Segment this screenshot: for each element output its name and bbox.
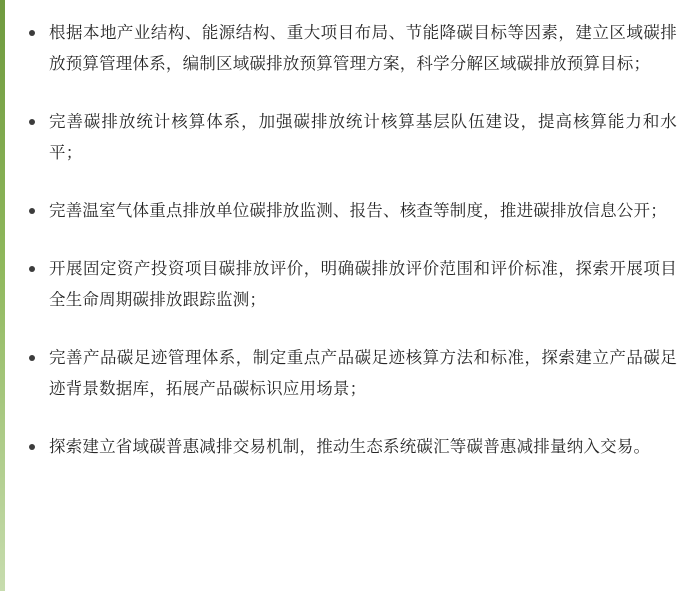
bullet-icon — [29, 119, 35, 125]
list-item — [23, 18, 677, 80]
list-item-text: 探索建立省域碳普惠减排交易机制，推动生态系统碳汇等碳普惠减排量纳入交易。 — [49, 438, 651, 456]
document-content — [5, 0, 699, 591]
bullet-icon — [29, 208, 35, 214]
list-item-text: 开展固定资产投资项目碳排放评价，明确碳排放评价范围和评价标准，探索开展项目全生命周期碳排放跟踪监测； — [49, 260, 677, 309]
list-item — [23, 107, 677, 169]
policy-bullet-list — [23, 18, 677, 463]
list-item — [23, 432, 677, 463]
list-item-text: 完善温室气体重点排放单位碳排放监测、报告、核查等制度，推进碳排放信息公开； — [49, 202, 667, 220]
bullet-icon — [29, 355, 35, 361]
bullet-icon — [29, 444, 35, 450]
list-item-text: 根据本地产业结构、能源结构、重大项目布局、节能降碳目标等因素，建立区域碳排放预算管理体系，编制区域碳排放预算管理方案，科学分解区域碳排放预算目标； — [49, 24, 677, 73]
list-item — [23, 196, 677, 227]
list-item-text: 完善碳排放统计核算体系，加强碳排放统计核算基层队伍建设，提高核算能力和水平； — [49, 113, 677, 162]
bullet-icon — [29, 30, 35, 36]
list-item-text: 完善产品碳足迹管理体系，制定重点产品碳足迹核算方法和标准，探索建立产品碳足迹背景数据库，拓展产品碳标识应用场景； — [49, 349, 677, 398]
list-item — [23, 254, 677, 316]
list-item — [23, 343, 677, 405]
bullet-icon — [29, 266, 35, 272]
